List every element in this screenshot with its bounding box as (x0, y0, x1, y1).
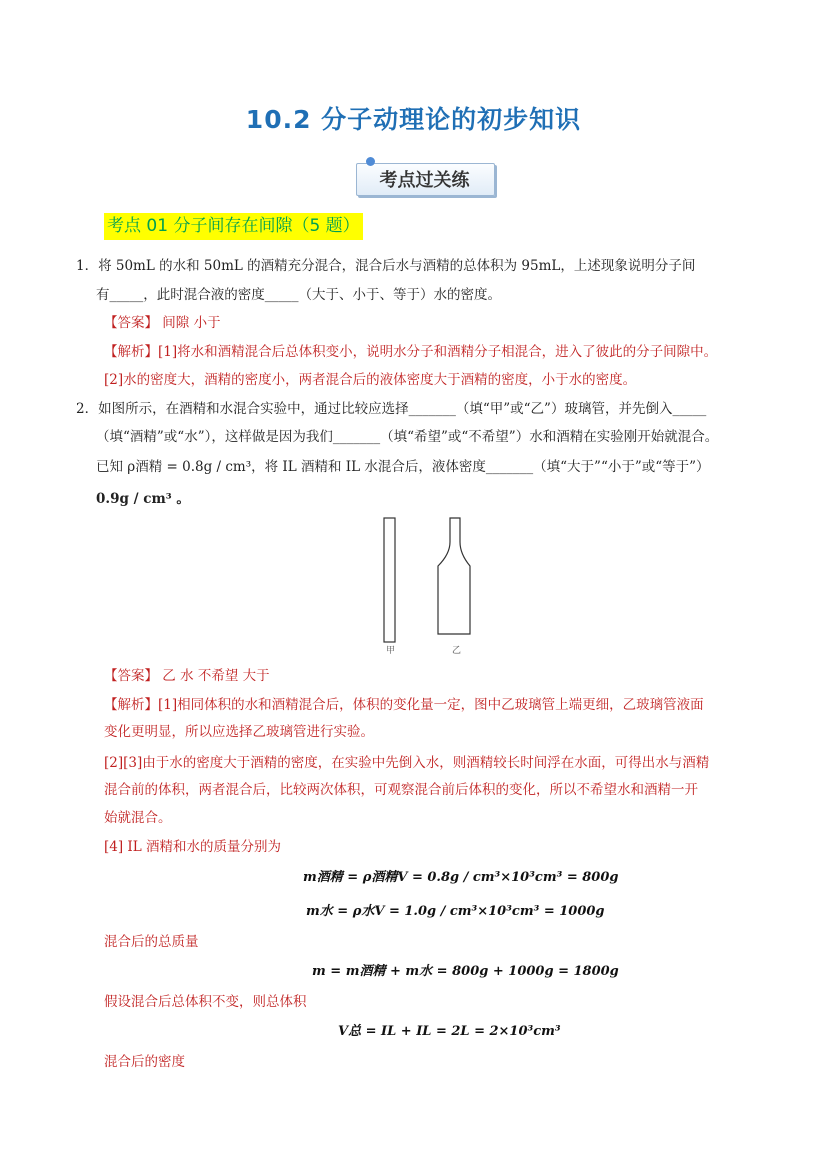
q2-analysis-6: [4] IL 酒精和水的质量分别为 (104, 839, 282, 855)
formula-total-volume: V总 = IL + IL = 2L = 2×10³cm³ (338, 1024, 561, 1039)
q2-analysis-3: [2][3]由于水的密度大于酒精的密度，在实验中先倒入水，则酒精较长时间浮在水面，可得出水与酒精 (104, 755, 710, 771)
text-total-volume: 假设混合后总体积不变，则总体积 (104, 994, 307, 1010)
q1-line1: 1．将 50mL 的水和 50mL 的酒精充分混合，混合后水与酒精的总体积为 95mL，上述现象说明分子间 (76, 258, 696, 274)
tube-jia-label: 甲 (386, 646, 396, 656)
formula-mass-water: m水 = ρ水V = 1.0g / cm³×10³cm³ = 1000g (306, 904, 605, 919)
formula-mass-alcohol: m酒精 = ρ酒精V = 0.8g / cm³×10³cm³ = 800g (303, 870, 619, 885)
text-density: 混合后的密度 (104, 1054, 185, 1070)
tube-yi-label: 乙 (452, 646, 462, 656)
q2-analysis-4: 混合前的体积，两者混合后，比较两次体积，可观察混合前后体积的变化，所以不希望水和酒精一开 (104, 782, 698, 798)
tube-jia (384, 518, 395, 642)
q1-answer: 【答案】 间隙 小于 (104, 315, 221, 331)
q2-line1: 2．如图所示，在酒精和水混合实验中，通过比较应选择_______（填“甲”或“乙”）玻璃管，并先倒入_____ (76, 401, 707, 417)
badge-dot-icon (366, 157, 375, 166)
tube-yi (438, 518, 470, 634)
q2-answer: 【答案】 乙 水 不希望 大于 (104, 668, 270, 684)
q1-line2: 有_____，此时混合液的密度_____（大于、小于、等于）水的密度。 (96, 287, 501, 303)
q1-analysis-2: [2]水的密度大，酒精的密度小，两者混合后的液体密度大于酒精的密度，小于水的密度。 (104, 372, 637, 388)
q2-line2: （填“酒精”或“水”），这样做是因为我们_______（填“希望”或“不希望”）水和酒精在实验刚开始就混合。 (96, 429, 719, 445)
q2-line3: 已知 ρ酒精 = 0.8g / cm³，将 IL 酒精和 IL 水混合后，液体密度_______（填“大于”“小于”或“等于”） (96, 459, 710, 475)
q2-line4: 0.9g / cm³ 。 (96, 491, 190, 507)
page-title: 10.2 分子动理论的初步知识 (245, 105, 582, 134)
glass-tubes-figure (370, 512, 480, 662)
q1-analysis-1: 【解析】[1]将水和酒精混合后总体积变小，说明水分子和酒精分子相混合，进入了彼此的分子间隙中。 (104, 344, 718, 360)
badge-label: 考点过关练 (379, 170, 470, 191)
q2-analysis-5: 始就混合。 (104, 810, 172, 826)
q2-analysis-1: 【解析】[1]相同体积的水和酒精混合后，体积的变化量一定，图中乙玻璃管上端更细，乙玻璃管液面 (104, 697, 704, 713)
section-heading: 考点 01 分子间存在间隙（5 题） (104, 213, 363, 240)
formula-total-mass: m = m酒精 + m水 = 800g + 1000g = 1800g (312, 964, 619, 979)
q2-analysis-2: 变化更明显，所以应选择乙玻璃管进行实验。 (104, 724, 374, 740)
text-total-mass: 混合后的总质量 (104, 934, 199, 950)
